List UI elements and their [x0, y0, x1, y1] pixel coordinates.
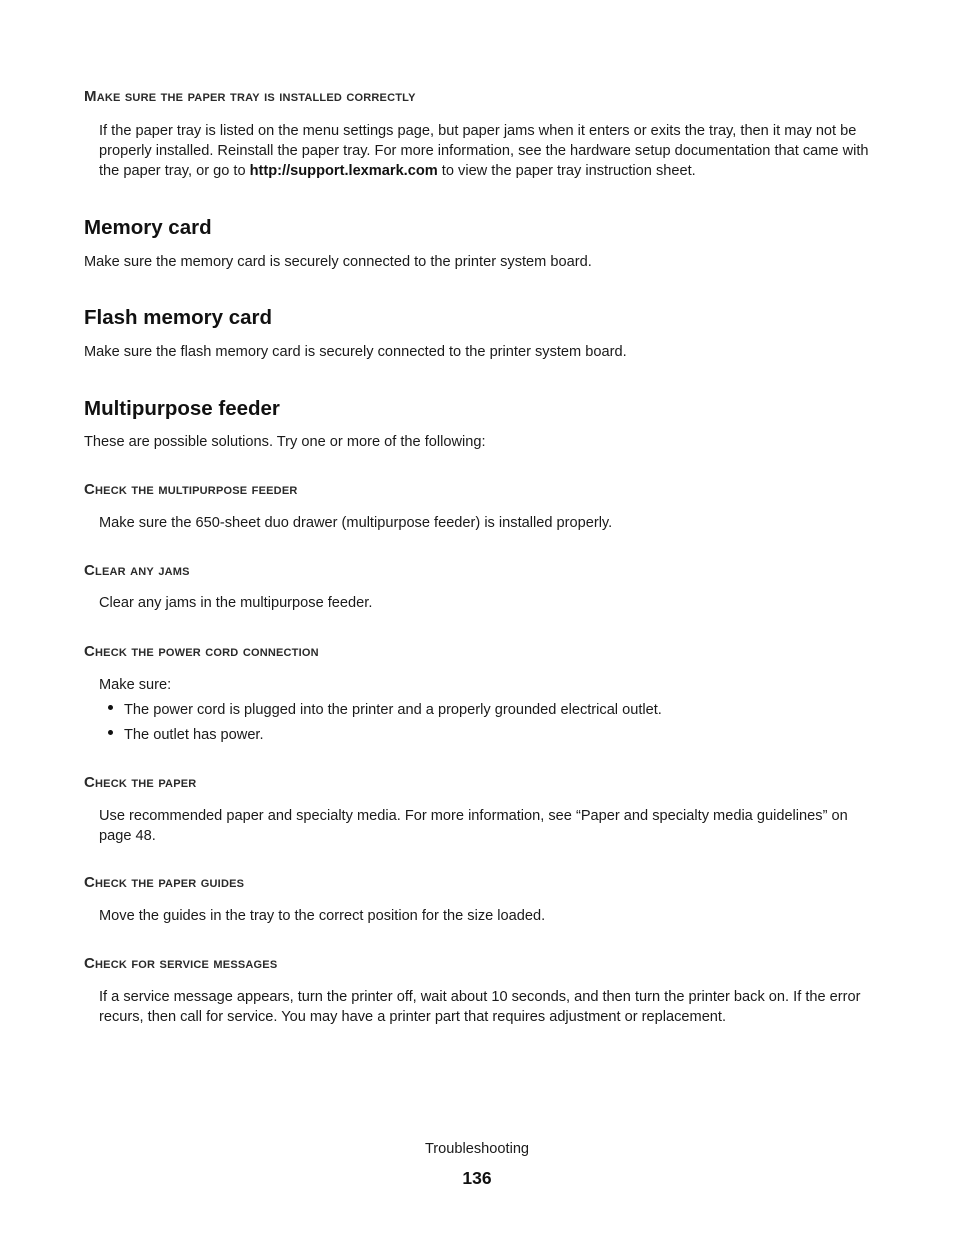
tray-body-text-a: If the paper tray is listed on the menu settings page, but paper jams when it enters or exits the tray, then it may not be properly installed. Reinstall the paper tray. For more information, see the hardware setup documentation that came with the paper tray, or go to [99, 123, 869, 179]
bullet-icon [108, 730, 113, 735]
page-number: 136 [462, 1168, 492, 1188]
memory-card-body: Make sure the memory card is securely connected to the printer system board. [84, 254, 592, 270]
power-bullet-1: The power cord is plugged into the printer and a properly grounded electrical outlet. [124, 702, 662, 718]
clear-jams-heading: Clear any jams [84, 562, 190, 579]
footer-section-label: Troubleshooting [424, 1141, 530, 1157]
power-bullet-2: The outlet has power. [124, 727, 264, 743]
tray-heading: Make sure the paper tray is installed correctly [84, 88, 416, 105]
check-mpf-heading: Check the multipurpose feeder [84, 481, 298, 498]
bullet-icon [108, 705, 113, 710]
multipurpose-feeder-intro: These are possible solutions. Try one or more of the following: [84, 434, 486, 450]
support-link[interactable]: http://support.lexmark.com [249, 163, 438, 179]
check-paper-heading: Check the paper [84, 774, 197, 791]
memory-card-heading: Memory card [84, 216, 212, 239]
multipurpose-feeder-heading: Multipurpose feeder [84, 397, 280, 420]
clear-jams-body: Clear any jams in the multipurpose feeder. [99, 595, 373, 611]
check-guides-body: Move the guides in the tray to the correct position for the size loaded. [99, 908, 546, 924]
check-mpf-body: Make sure the 650-sheet duo drawer (multipurpose feeder) is installed properly. [99, 515, 613, 531]
tray-body [99, 121, 879, 181]
service-messages-body: If a service message appears, turn the printer off, wait about 10 seconds, and then turn the printer back on. If the error recurs, then call for service. You may have a printer part that requires adjustment or replacement. [99, 989, 861, 1025]
flash-memory-card-heading: Flash memory card [84, 306, 272, 329]
tray-body-text-b: to view the paper tray instruction sheet. [437, 163, 696, 179]
flash-memory-card-body: Make sure the flash memory card is securely connected to the printer system board. [84, 344, 627, 360]
check-guides-heading: Check the paper guides [84, 874, 245, 891]
power-cord-heading: Check the power cord connection [84, 643, 319, 660]
check-paper-body: Use recommended paper and specialty media. For more information, see “Paper and specialty media guidelines” on page 48. [99, 808, 848, 844]
power-cord-intro: Make sure: [99, 677, 172, 693]
service-messages-heading: Check for service messages [84, 955, 278, 972]
